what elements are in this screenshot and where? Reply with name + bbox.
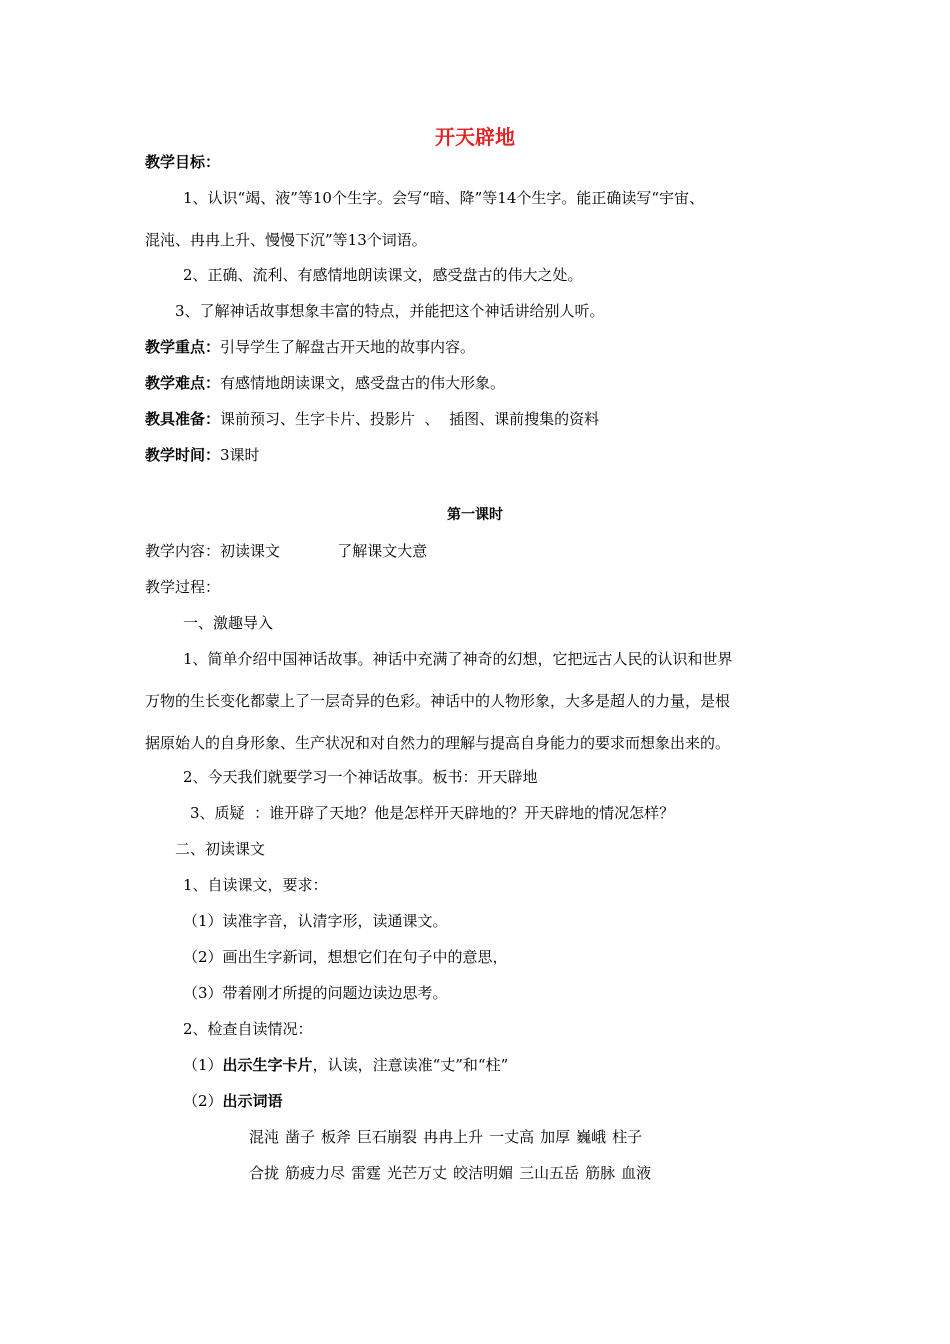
word: 筋脉 [585,1164,616,1182]
word: 一丈高 [489,1128,535,1146]
section-2-heading: 二、初读课文 [175,840,266,858]
check-1-bold: 出示生字卡片 [222,1056,313,1074]
requirement-1: （1）读准字音，认清字形，读通课文。 [183,912,448,930]
objective-1-line-1: 1、认识“竭、液”等10个生字。会写“暗、降”等14个生字。能正确读写“宇宙、 [183,189,705,207]
time-row [145,445,260,465]
tools-label: 教具准备： [145,410,221,428]
check-1-prefix: （1） [183,1056,223,1074]
words-row-1 [249,1127,648,1147]
self-read-item: 1、自读课文，要求： [183,876,328,894]
objective-2: 2、正确、流利、有感情地朗读课文，感受盘古的伟大之处。 [183,266,583,284]
word: 血液 [621,1164,652,1182]
tools-row [145,409,599,429]
check-2-prefix: （2） [183,1092,223,1110]
word: 冉冉上升 [423,1128,484,1146]
check-2-bold: 出示词语 [222,1092,283,1110]
word: 巨石崩裂 [357,1128,418,1146]
word: 凿子 [285,1128,316,1146]
difficulty-text: 有感情地朗读课文，感受盘古的伟大形象。 [220,374,506,392]
requirement-3: （3）带着刚才所提的问题边读边思考。 [183,984,448,1002]
lesson-1-title: 第一课时 [447,507,503,523]
paragraph-2: 2、今天我们就要学习一个神话故事。板书：开天辟地 [183,768,538,786]
process-label: 教学过程： [145,578,221,596]
focus-label: 教学重点： [145,338,221,356]
check-2-row [183,1091,283,1111]
word: 巍峨 [576,1128,607,1146]
objective-3: 3、了解神话故事想象丰富的特点，并能把这个神话讲给别人听。 [175,302,605,320]
time-text: 3课时 [220,446,260,464]
check-reading-item: 2、检查自读情况： [183,1020,313,1038]
lesson-content: 教学内容：初读课文 了解课文大意 [145,542,428,560]
paragraph-3: 3、质疑 ：谁开辟了天地？他是怎样开天辟地的？开天辟地的情况怎样？ [190,804,675,822]
objectives-label [145,152,220,172]
check-1-row [183,1055,508,1075]
words-row-2 [249,1163,657,1183]
objective-1-line-2: 混沌、冉冉上升、慢慢下沉”等13个词语。 [145,231,427,249]
time-label: 教学时间： [145,446,221,464]
difficulty-label: 教学难点： [145,374,221,392]
document-title: 开天辟地 [435,125,515,149]
word: 皎洁明媚 [453,1164,514,1182]
tools-text: 课前预习、生字卡片、投影片 、 插图、课前搜集的资料 [220,410,600,428]
focus-text: 引导学生了解盘古开天地的故事内容。 [220,338,476,356]
word: 雷霆 [351,1164,382,1182]
word: 板斧 [321,1128,352,1146]
word: 柱子 [612,1128,643,1146]
section-1-heading: 一、激趣导入 [183,614,274,632]
requirement-2: （2）画出生字新词，想想它们在句子中的意思， [183,948,508,966]
word: 筋疲力尽 [285,1164,346,1182]
word: 合拢 [249,1164,280,1182]
word: 光芒万丈 [387,1164,448,1182]
check-1-rest: ，认读，注意读准“丈”和“柱” [312,1056,509,1074]
paragraph-1-line-2: 万物的生长变化都蒙上了一层奇异的色彩。神话中的人物形象，大多是超人的力量，是根 [145,692,731,710]
difficulty-row [145,373,505,393]
paragraph-1-line-1: 1、简单介绍中国神话故事。神话中充满了神奇的幻想，它把远古人民的认识和世界 [183,650,733,668]
objectives-label-text: 教学目标： [145,153,221,171]
paragraph-1-line-3: 据原始人的自身形象、生产状况和对自然力的理解与提高自身能力的要求而想象出来的。 [145,734,731,752]
word: 加厚 [540,1128,571,1146]
focus-row [145,337,475,357]
word: 三山五岳 [519,1164,580,1182]
word: 混沌 [249,1128,280,1146]
